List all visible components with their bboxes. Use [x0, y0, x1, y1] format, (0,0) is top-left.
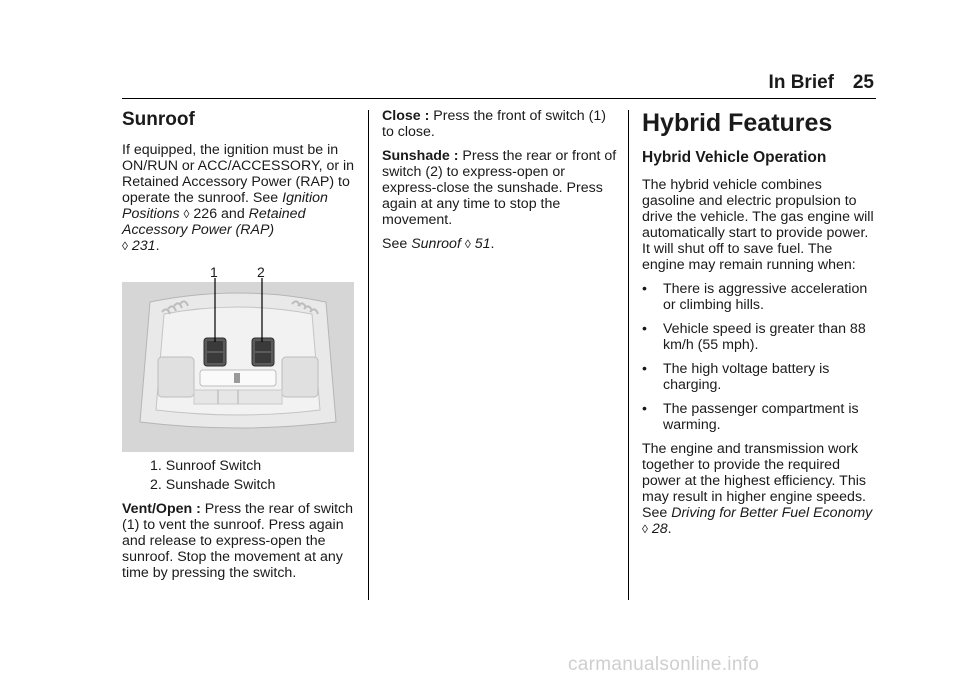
column-divider-2 — [628, 110, 629, 600]
fuel-economy-page-link[interactable]: 28 — [651, 521, 668, 537]
callout-1: 1 — [210, 264, 218, 280]
ignition-positions-link[interactable]: Ignition Positions — [122, 190, 328, 222]
hybrid-outro: The engine and transmission work together to provide the required power at the highest efficiency. This may result in higher engine speeds. See Driving for Better Fuel Economy ◊ 28. — [642, 441, 873, 537]
hybrid-operation-subheading: Hybrid Vehicle Operation — [642, 149, 827, 166]
watermark: carmanualsonline.info — [568, 654, 760, 675]
rap-page-link[interactable]: 231 — [131, 238, 156, 254]
sunroof-link[interactable]: Sunroof — [411, 236, 461, 252]
sunroof-page-link[interactable]: 51 — [474, 236, 491, 252]
sunroof-heading: Sunroof — [122, 109, 195, 130]
column-sunroof — [122, 108, 358, 589]
ref-arrow-icon: ◊ — [464, 237, 471, 251]
page-header — [0, 72, 960, 100]
vent-open-paragraph: Vent/Open : Press the rear of switch (1) to vent the sunroof. Press again and release to express-open the sunroof. Stop the movement at any time by pressing the switch. — [122, 501, 354, 581]
bullet-icon: • — [642, 281, 647, 297]
callout-2: 2 — [257, 264, 265, 280]
sunroof-intro: If equipped, the ignition must be in ON/RUN or ACC/ACCESSORY, or in Retained Accessory Power (RAP) to operate the sunroof. See Ignition Positions ◊ 226 and Retained Accessory Power (RAP) ◊ 231. — [122, 142, 355, 254]
list-item: • The high voltage battery is charging. — [642, 361, 830, 393]
column-hybrid — [642, 108, 878, 545]
ref-arrow-icon: ◊ — [183, 207, 190, 221]
page-number: 25 — [852, 72, 874, 93]
ref-arrow-icon: ◊ — [122, 239, 128, 253]
ref-arrow-icon: ◊ — [642, 522, 648, 536]
bullet-icon: • — [642, 361, 647, 377]
list-item: • There is aggressive acceleration or climbing hills. — [642, 281, 868, 313]
see-sunroof-paragraph: See Sunroof ◊ 51. — [382, 236, 495, 252]
sunshade-paragraph: Sunshade : Press the rear or front of switch (2) to express-open or express-close the sunshade. Press again at any time to stop the movement. — [382, 148, 617, 228]
fuel-economy-link[interactable]: Driving for Better Fuel Economy — [671, 505, 873, 521]
column-sunroof-cont — [382, 108, 618, 260]
bullet-icon: • — [642, 321, 647, 337]
close-paragraph: Close : Press the front of switch (1) to close. — [382, 108, 606, 140]
list-item: • Vehicle speed is greater than 88 km/h (55 mph). — [642, 321, 866, 353]
caption-1: 1. Sunroof Switch — [150, 458, 262, 474]
hybrid-features-heading: Hybrid Features — [642, 109, 833, 137]
bullet-icon: • — [642, 401, 647, 417]
vent-open-label: Vent/Open : — [122, 501, 201, 517]
sunroof-switch-figure — [122, 262, 354, 452]
ignition-positions-page-link[interactable]: 226 — [193, 206, 218, 222]
rap-link[interactable]: Retained Accessory Power (RAP) — [122, 206, 306, 238]
column-divider-1 — [368, 110, 369, 600]
list-item: • The passenger compartment is warming. — [642, 401, 859, 433]
overhead-console-illustration — [122, 262, 354, 452]
sunshade-label: Sunshade : — [382, 148, 459, 164]
header-rule — [122, 98, 876, 99]
engine-running-conditions — [642, 281, 878, 433]
figure-captions — [122, 458, 358, 493]
close-label: Close : — [382, 108, 430, 124]
hybrid-intro: The hybrid vehicle combines gasoline and electric propulsion to drive the vehicle. The gas engine will automatically start to provide power. It will shut off to save fuel. The engine may remain running when: — [642, 177, 874, 273]
caption-2: 2. Sunshade Switch — [150, 477, 276, 493]
section-title: In Brief — [768, 72, 834, 93]
